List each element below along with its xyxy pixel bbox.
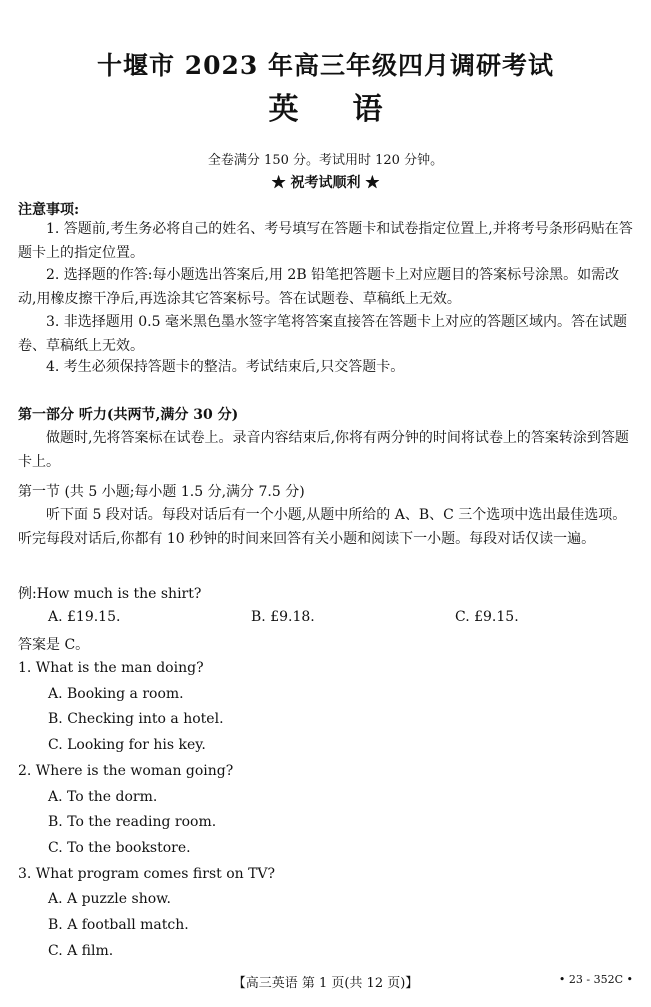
exam-wish: ★ 祝考试顺利 ★ — [271, 175, 380, 191]
example-option-c: C. £9.15. — [455, 609, 519, 625]
exam-subject: 英语 — [268, 92, 437, 127]
question-2-option-c: C. To the bookstore. — [48, 840, 191, 856]
notice-heading: 注意事项: — [18, 202, 80, 218]
part1-intro: 做题时,先将答案标在试卷上。录音内容结束后,你将有两分钟的时间将试卷上的答案转涂到答题卡上。 — [18, 430, 629, 470]
exam-title: 十堰市 2023 年高三年级四月调研考试 — [97, 51, 554, 80]
question-1-option-a: A. Booking a room. — [48, 686, 184, 702]
question-2-option-b: B. To the reading room. — [48, 814, 217, 830]
section1-intro: 听下面 5 段对话。每段对话后有一个小题,从题中所给的 A、B、C 三个选项中选出最佳选项。听完每段对话后,你都有 10 秒钟的时间来回答有关小题和阅读下一小题。每段对话仅读一遍。 — [18, 507, 627, 547]
notice-item-2: 2. 选择题的作答:每小题选出答案后,用 2B 铅笔把答题卡上对应题目的答案标号涂黑。如需改动,用橡皮擦干净后,再选涂其它答案标号。答在试题卷、草稿纸上无效。 — [18, 267, 620, 307]
question-2: 2. Where is the woman going? — [18, 763, 234, 779]
question-2-option-a: A. To the dorm. — [48, 789, 158, 805]
notice-item-3: 3. 非选择题用 0.5 毫米黑色墨水签字笔将答案直接答在答题卡上对应的答题区域内。答在试题卷、草稿纸上无效。 — [18, 314, 627, 354]
example-answer: 答案是 C。 — [18, 637, 90, 653]
footer-code: • 23 - 352C • — [558, 973, 633, 986]
question-3-option-c: C. A film. — [48, 943, 114, 959]
question-3-option-b: B. A football match. — [48, 917, 189, 933]
question-3-option-a: A. A puzzle show. — [48, 891, 171, 907]
notice-item-1: 1. 答题前,考生务必将自己的姓名、考号填写在答题卡和试卷指定位置上,并将考号条形码贴在答题卡上的指定位置。 — [18, 221, 633, 261]
section1-heading: 第一节 (共 5 小题;每小题 1.5 分,满分 7.5 分) — [18, 484, 305, 500]
footer-page-info: 【高三英语 第 1 页(共 12 页)】 — [232, 976, 419, 991]
example-option-a: A. £19.15. — [48, 609, 121, 625]
example-option-b: B. £9.18. — [251, 609, 315, 625]
exam-meta: 全卷满分 150 分。考试用时 120 分钟。 — [207, 153, 444, 168]
example-question: 例:How much is the shirt? — [18, 586, 202, 602]
question-1-option-b: B. Checking into a hotel. — [48, 711, 224, 727]
notice-item-4: 4. 考生必须保持答题卡的整洁。考试结束后,只交答题卡。 — [46, 359, 405, 375]
question-1: 1. What is the man doing? — [18, 660, 204, 676]
part1-heading: 第一部分 听力(共两节,满分 30 分) — [18, 407, 239, 423]
question-3: 3. What program comes first on TV? — [18, 866, 276, 882]
question-1-option-c: C. Looking for his key. — [48, 737, 206, 753]
